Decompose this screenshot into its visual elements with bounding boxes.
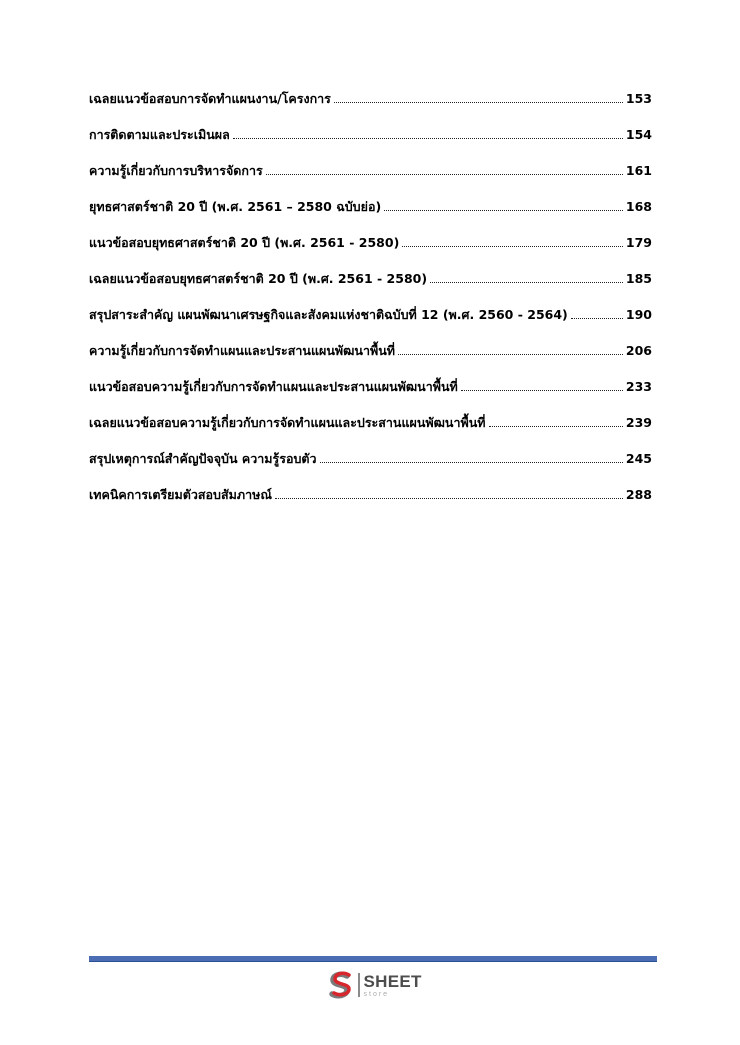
toc-entry-page: 168 [625, 199, 652, 214]
toc-entry-title: เทคนิคการเตรียมตัวสอบสัมภาษณ์ [89, 487, 272, 502]
toc-entry[interactable] [89, 89, 652, 125]
toc-entry-page: 185 [625, 271, 652, 286]
toc-entry-title: เฉลยแนวข้อสอบยุทธศาสตร์ชาติ 20 ปี (พ.ศ. 2561 - 2580) [89, 271, 428, 286]
toc-entry-title: สรุปสาระสำคัญ แผนพัฒนาเศรษฐกิจและสังคมแห่งชาติฉบับที่ 12 (พ.ศ. 2560 - 2564) [89, 307, 568, 322]
logo-word: SHEET [363, 971, 422, 991]
footer-rule [89, 956, 657, 962]
toc-dot-leader [233, 138, 623, 139]
toc-entry[interactable] [89, 161, 652, 197]
logo-subtext: store [363, 990, 390, 998]
toc-dot-leader [384, 210, 623, 211]
toc-entry-page: 153 [625, 91, 652, 106]
toc-entry-page: 233 [625, 379, 652, 394]
toc-entry-page: 154 [625, 127, 652, 142]
toc-entry[interactable] [89, 125, 652, 161]
toc-entry-page: 245 [625, 451, 652, 466]
toc-entry-title: แนวข้อสอบความรู้เกี่ยวกับการจัดทำแผนและประสานแผนพัฒนาพื้นที่ [89, 379, 458, 394]
toc-dot-leader [430, 282, 623, 283]
toc-dot-leader [571, 318, 623, 319]
logo-text [364, 973, 422, 998]
toc-entry-page: 190 [625, 307, 652, 322]
toc-dot-leader [275, 498, 623, 499]
toc-entry[interactable] [89, 269, 652, 305]
toc-entry[interactable] [89, 485, 652, 521]
toc-entry[interactable] [89, 413, 652, 449]
toc-entry[interactable] [89, 377, 652, 413]
toc-dot-leader [398, 354, 623, 355]
toc-entry-title: แนวข้อสอบยุทธศาสตร์ชาติ 20 ปี (พ.ศ. 2561 - 2580) [89, 235, 400, 250]
toc-entry-title: การติดตามและประเมินผล [89, 127, 230, 142]
toc-entry-title: ความรู้เกี่ยวกับการบริหารจัดการ [89, 163, 263, 178]
toc-entry-page: 161 [625, 163, 652, 178]
toc-entry[interactable] [89, 341, 652, 377]
sheet-store-logo [325, 970, 422, 1000]
toc-entry-page: 288 [625, 487, 652, 502]
toc-entry-title: สรุปเหตุการณ์สำคัญปัจจุบัน ความรู้รอบตัว [89, 451, 317, 466]
toc-entry-page: 206 [625, 343, 652, 358]
table-of-contents [89, 89, 652, 521]
logo-divider [358, 973, 360, 997]
toc-dot-leader [461, 390, 623, 391]
toc-entry[interactable] [89, 305, 652, 341]
sheet-store-s-logo-icon [325, 970, 355, 1000]
toc-dot-leader [489, 426, 623, 427]
toc-entry-title: เฉลยแนวข้อสอบการจัดทำแผนงาน/โครงการ [89, 91, 331, 106]
toc-dot-leader [334, 102, 623, 103]
toc-dot-leader [402, 246, 623, 247]
toc-entry-page: 239 [625, 415, 652, 430]
toc-entry-title: ยุทธศาสตร์ชาติ 20 ปี (พ.ศ. 2561 – 2580 ฉบับย่อ) [89, 199, 382, 214]
toc-entry-title: ความรู้เกี่ยวกับการจัดทำแผนและประสานแผนพัฒนาพื้นที่ [89, 343, 395, 358]
toc-dot-leader [320, 462, 623, 463]
toc-dot-leader [266, 174, 623, 175]
toc-entry-page: 179 [625, 235, 652, 250]
toc-entry-title: เฉลยแนวข้อสอบความรู้เกี่ยวกับการจัดทำแผนและประสานแผนพัฒนาพื้นที่ [89, 415, 486, 430]
toc-entry[interactable] [89, 197, 652, 233]
toc-entry[interactable] [89, 233, 652, 269]
toc-entry[interactable] [89, 449, 652, 485]
